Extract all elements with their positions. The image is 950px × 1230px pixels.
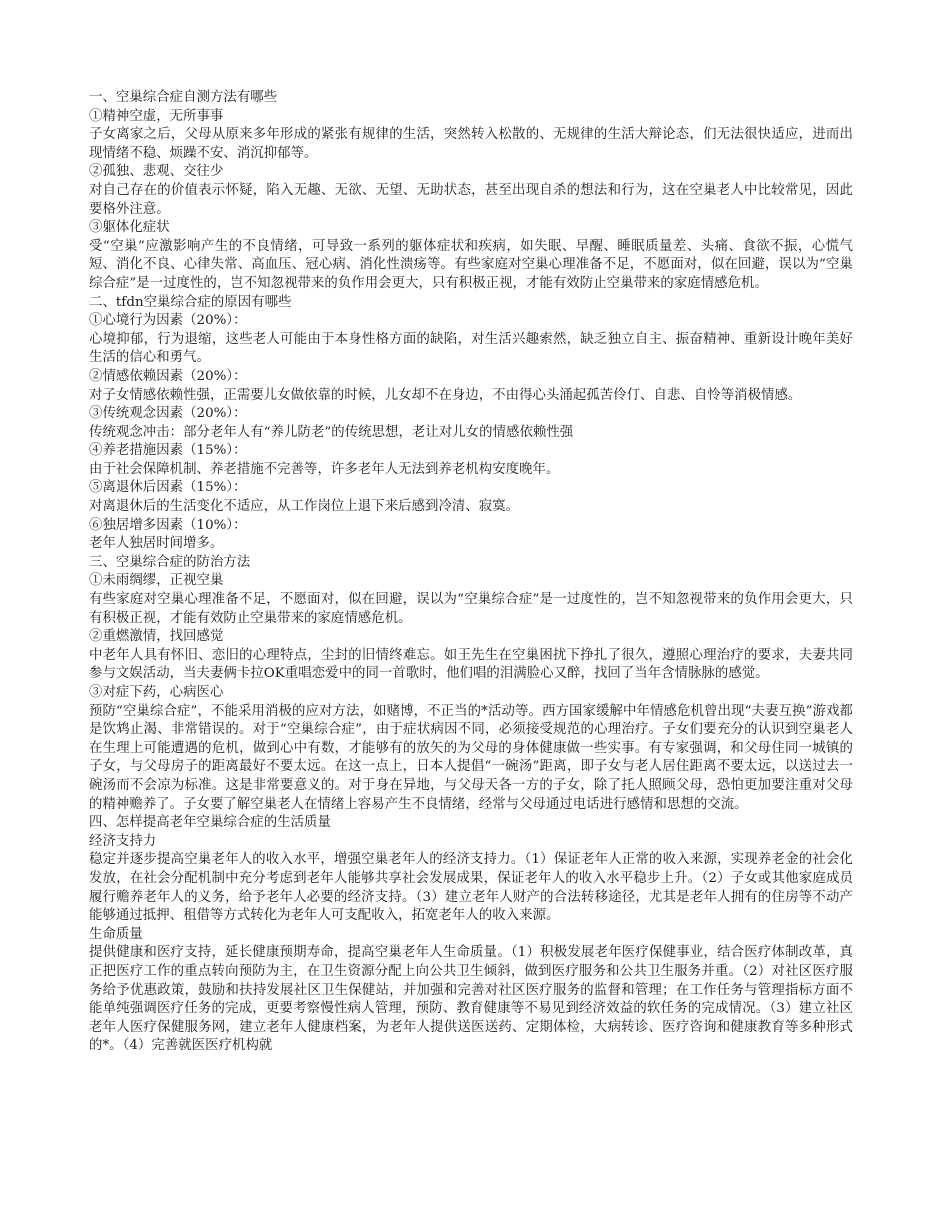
subheading-loneliness: ②孤独、悲观、交往少 bbox=[89, 164, 224, 180]
paragraph: 预防“空巢综合症”，不能采用消极的应对方法，如赌博，不正当的*活动等。西方国家缓解中年情感危机曾出现“夫妻互换”游戏都是饮鸩止渴、非常错误的。对于“空巢综合症”，由于症状病因不同，必须接受规范的心理治疗。子女们要充分的认识到空巢老人在生理上可能遭遇的危机，做到心中有数，才能够有的放矢的为父母的身体健康做一些实事。有专家强调，和父母住同一城镇的子女，与父母房子的距离最好不要太远。在这一点上，日本人提倡“一碗汤”距离，即子女与老人居住距离不要太远，以送过去一碗汤而不会凉为标准。这是非常要意义的。对于身在异地，与父母天各一方的子女，除了托人照顾父母，恐怕更加要注重对父母的精神赡养了。子女要了解空巢老人在情绪上容易产生不良情绪，经常与父母通过电话进行感情和思想的交流。 bbox=[89, 703, 853, 812]
subheading-pension: ④养老措施因素（15%）： bbox=[89, 443, 247, 459]
subheading-remedy: ③对症下药，心病医心 bbox=[89, 685, 224, 700]
paragraph: 由于社会保障机制、养老措施不完善等，许多老年人无法到养老机构安度晚年。 bbox=[89, 461, 560, 477]
subheading-economic-support: 经济支持力 bbox=[89, 833, 157, 849]
heading-quality-of-life: 四、怎样提高老年空巢综合症的生活质量 bbox=[89, 815, 331, 831]
subheading-emptiness: ①精神空虚，无所事事 bbox=[89, 108, 224, 124]
heading-prevention: 三、空巢综合症的防治方法 bbox=[89, 554, 251, 570]
subheading-living-alone: ⑥独居增多因素（10%）： bbox=[89, 517, 247, 533]
subheading-rekindle: ②重燃激情，找回感觉 bbox=[89, 629, 224, 645]
paragraph: 心境抑郁，行为退缩，这些老人可能由于本身性格方面的缺陷，对生活兴趣索然，缺乏独立自主、振奋精神、重新设计晚年美好生活的信心和勇气。 bbox=[89, 331, 853, 366]
paragraph: 对子女情感依赖性强，正需要儿女做依靠的时候，儿女却不在身边，不由得心头涌起孤苦伶仃、自悲、自怜等消极情感。 bbox=[89, 387, 802, 403]
subheading-mood: ①心境行为因素（20%）： bbox=[89, 313, 247, 329]
paragraph: 受“空巢”应激影响产生的不良情绪，可导致一系列的躯体症状和疾病，如失眠、早醒、睡眠质量差、头痛、食欲不振，心慌气短、消化不良、心律失常、高血压、冠心病、消化性溃疡等。有些家庭对空巢心理准备不足，不愿面对，似在回避，误以为“空巢综合症”是一过度性的，岂不知忽视带来的负作用会更大，只有积极正视，才能有效防止空巢带来的家庭情感危机。 bbox=[89, 238, 853, 291]
paragraph: 有些家庭对空巢心理准备不足，不愿面对，似在回避，误以为“空巢综合症”是一过度性的，岂不知忽视带来的负作用会更大，只有积极正视，才能有效防止空巢带来的家庭情感危机。 bbox=[89, 592, 853, 626]
subheading-tradition: ③传统观念因素（20%）： bbox=[89, 406, 247, 422]
subheading-dependence: ②情感依赖因素（20%）： bbox=[89, 368, 247, 384]
subheading-retirement: ⑤离退休后因素（15%）： bbox=[89, 480, 247, 496]
paragraph: 对自己存在的价值表示怀疑，陷入无趣、无欲、无望、无助状态，甚至出现自杀的想法和行为，这在空巢老人中比较常见，因此要格外注意。 bbox=[89, 182, 853, 217]
heading-self-test: 一、空巢综合症自测方法有哪些 bbox=[89, 90, 278, 105]
subheading-prepare: ①未雨绸缪，正视空巢 bbox=[89, 573, 224, 589]
subheading-somatic: ③躯体化症状 bbox=[89, 220, 170, 236]
paragraph: 对离退休后的生活变化不适应，从工作岗位上退下来后感到冷清、寂寞。 bbox=[89, 499, 520, 515]
paragraph: 老年人独居时间增多。 bbox=[89, 536, 224, 552]
subheading-life-quality: 生命质量 bbox=[89, 926, 143, 942]
document-body bbox=[89, 89, 853, 1056]
paragraph: 传统观念冲击：部分老年人有“养儿防老”的传统思想，老让对儿女的情感依赖性强 bbox=[89, 424, 574, 440]
heading-causes: 二、tfdn空巢综合症的原因有哪些 bbox=[89, 294, 292, 310]
paragraph: 提供健康和医疗支持，延长健康预期寿命，提高空巢老年人生命质量。（1）积极发展老年医疗保健事业，结合医疗体制改革，真正把医疗工作的重点转向预防为主，在卫生资源分配上向公共卫生倾斜，做到医疗服务和公共卫生服务并重。（2）对社区医疗服务给予优惠政策，鼓励和扶持发展社区卫生保健站，并加强和完善对社区医疗服务的监督和管理；在工作任务与管理指标方面不能单纯强调医疗任务的完成，更要考察慢性病人管理，预防、教育健康等不易见到经济效益的软任务的完成情况。（3）建立社区老年人医疗保健服务网，建立老年人健康档案，为老年人提供送医送药、定期体检，大病转诊、医疗咨询和健康教育等多种形式的*。（4）完善就医医疗机构就 bbox=[89, 945, 853, 1054]
paragraph: 稳定并逐步提高空巢老年人的收入水平，增强空巢老年人的经济支持力。（1）保证老年人正常的收入来源，实现养老金的社会化发放，在社会分配机制中充分考虑到老年人能够共享社会发展成果，保证老年人的收入水平稳步上升。（2）子女或其他家庭成员履行赡养老年人的义务，给予老年人必要的经济支持。（3）建立老年人财产的合法转移途径，尤其是老年人拥有的住房等不动产能够通过抵押、租借等方式转化为老年人可支配收入，拓宽老年人的收入来源。 bbox=[89, 852, 853, 924]
paragraph: 子女离家之后，父母从原来多年形成的紧张有规律的生活，突然转入松散的、无规律的生活大辩论态，们无法很快适应，进而出现情绪不稳、烦躁不安、消沉抑郁等。 bbox=[89, 127, 853, 161]
paragraph: 中老年人具有怀旧、恋旧的心理特点，尘封的旧情终难忘。如王先生在空巢困扰下挣扎了很久，遵照心理治疗的要求，夫妻共同参与文娱活动，当夫妻俩卡拉OK重唱恋爱中的同一首歌时，他们唱的泪满脸心又醉，找回了当年含情脉脉的感觉。 bbox=[89, 647, 853, 682]
